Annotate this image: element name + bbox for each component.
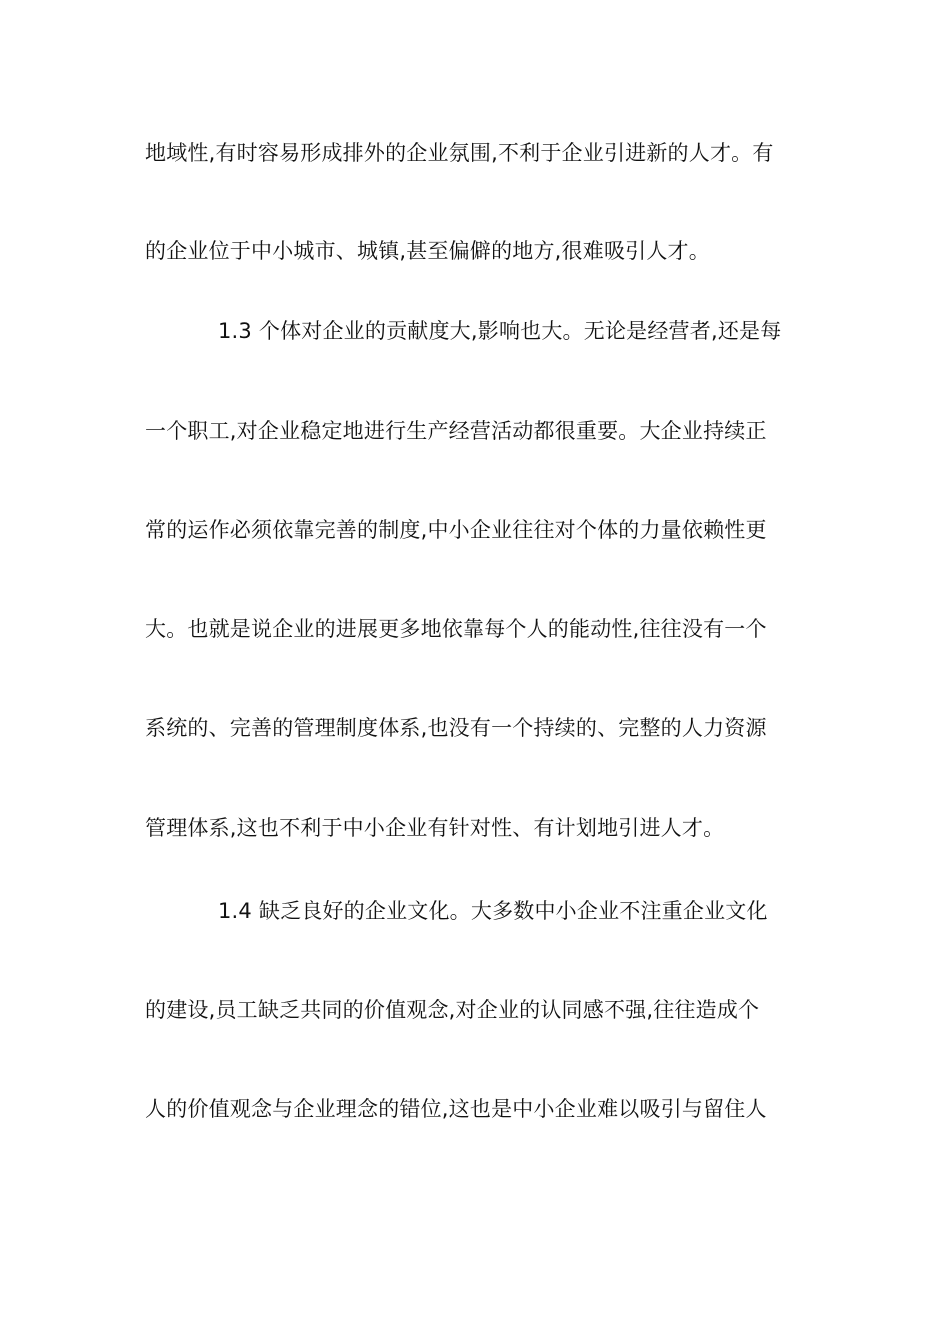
text-line: 系统的、完善的管理制度体系,也没有一个持续的、完整的人力资源	[145, 716, 767, 740]
text-line: 人的价值观念与企业理念的错位,这也是中小企业难以吸引与留住人	[145, 1097, 767, 1121]
text-line: 管理体系,这也不利于中小企业有针对性、有计划地引进人才。	[145, 816, 725, 840]
text-line: 常的运作必须依靠完善的制度,中小企业往往对个体的力量依赖性更	[145, 518, 767, 542]
section-1-4-heading-line: 1.4 缺乏良好的企业文化。大多数中小企业不注重企业文化	[218, 899, 768, 923]
text-line: 一个职工,对企业稳定地进行生产经营活动都很重要。大企业持续正	[145, 419, 767, 443]
section-1-3-heading-line: 1.3 个体对企业的贡献度大,影响也大。无论是经营者,还是每	[218, 319, 782, 343]
text-line: 大。也就是说企业的进展更多地依靠每个人的能动性,往往没有一个	[145, 617, 767, 641]
text-line: 地域性,有时容易形成排外的企业氛围,不利于企业引进新的人才。有	[145, 141, 774, 165]
text-line: 的企业位于中小城市、城镇,甚至偏僻的地方,很难吸引人才。	[145, 239, 710, 263]
text-line: 的建设,员工缺乏共同的价值观念,对企业的认同感不强,往往造成个	[145, 998, 760, 1022]
